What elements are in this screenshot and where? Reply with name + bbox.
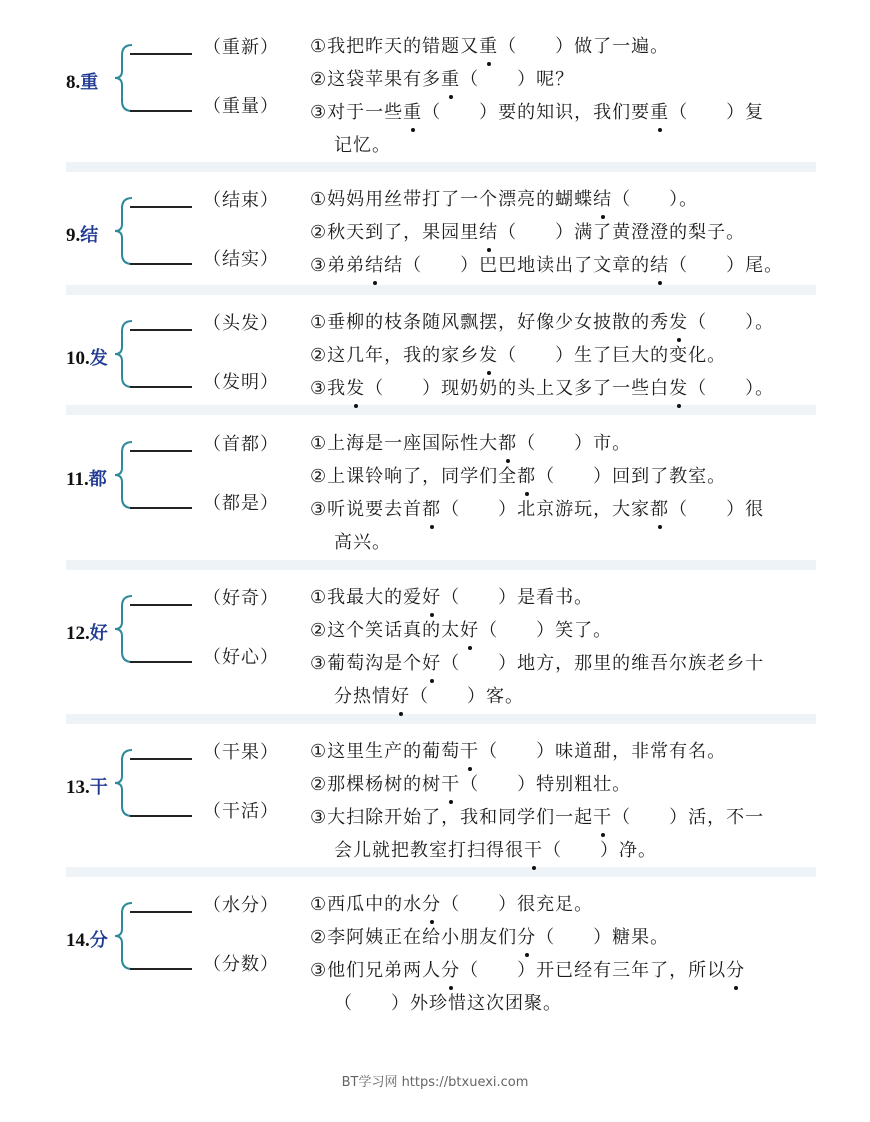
sentence-text: （ ）。 (612, 189, 699, 210)
section-divider (66, 162, 816, 172)
dotted-character: 好 (422, 587, 442, 608)
sentence-text: ①垂柳的枝条随风飘摆，好像少女披散的秀 (310, 312, 670, 333)
word-label: （好奇） (203, 588, 279, 609)
sentence-text: ①上海是一座国际性大 (310, 433, 499, 454)
sentence-text: ③葡萄沟是个 (310, 653, 423, 674)
sentence-text: （ ）净。 (543, 840, 657, 861)
question-number (66, 926, 108, 952)
sentence-text: （ ）是看书。 (441, 587, 594, 608)
question-number (66, 773, 108, 799)
dotted-character: 重 (479, 36, 499, 57)
sentence-text: （ ）。 (688, 378, 775, 399)
answer-blank[interactable] (130, 661, 192, 663)
sentence-text: ①西瓜中的水 (310, 894, 423, 915)
target-character: 发 (89, 348, 108, 369)
dotted-character: 都 (422, 499, 442, 520)
dotted-character: 分 (517, 927, 537, 948)
dotted-character: 结 (365, 255, 385, 276)
sentence-line (310, 926, 669, 950)
sentence-text: ③弟弟 (310, 255, 366, 276)
sentence-text: ①我最大的爱 (310, 587, 423, 608)
dotted-character: 发 (669, 312, 689, 333)
sentence-line (310, 740, 726, 764)
question-index: 13. (66, 777, 90, 798)
answer-blank[interactable] (130, 450, 192, 452)
section-divider (66, 405, 816, 415)
target-character: 结 (80, 225, 99, 246)
answer-blank[interactable] (130, 386, 192, 388)
target-character: 都 (88, 469, 107, 490)
sentence-text: ②这几年，我的家乡 (310, 345, 480, 366)
dotted-character: 结 (479, 222, 499, 243)
word-label: （都是） (203, 493, 279, 514)
sentence-continuation (334, 992, 562, 1016)
sentence-line (310, 586, 593, 610)
answer-blank[interactable] (130, 911, 192, 913)
dotted-character: 结 (593, 189, 613, 210)
sentence-text: （ ）地方，那里的维吾尔族老乡十 (441, 653, 765, 674)
sentence-text: （ ）很 (669, 499, 765, 520)
word-label: （水分） (203, 895, 279, 916)
word-label: （好心） (203, 647, 279, 668)
sentence-text: 高兴。 (334, 532, 391, 553)
sentence-text: （ ）活，不一 (612, 807, 765, 828)
word-label: （干果） (203, 742, 279, 763)
sentence-text: ①这里生产的葡萄 (310, 741, 461, 762)
sentence-continuation (334, 531, 391, 555)
sentence-continuation (334, 685, 524, 709)
word-label: （结实） (203, 249, 279, 270)
dotted-character: 干 (593, 807, 613, 828)
sentence-line (310, 773, 631, 797)
question-index: 14. (66, 930, 90, 951)
sentence-text: （ ）回到了教室。 (536, 466, 727, 487)
sentence-line (310, 652, 764, 676)
sentence-text: （ ）很充足。 (441, 894, 594, 915)
sentence-text: （ ）。 (688, 312, 775, 333)
dotted-character: 好 (422, 653, 442, 674)
question-number (66, 465, 107, 491)
question-number (66, 68, 98, 94)
dotted-character: 分 (422, 894, 442, 915)
sentence-line (310, 254, 783, 278)
answer-blank[interactable] (130, 758, 192, 760)
sentence-text: ③他们兄弟两人 (310, 960, 442, 981)
answer-blank[interactable] (130, 110, 192, 112)
sentence-text: （ ）特别粗壮。 (460, 774, 632, 795)
sentence-text: （ ）满了黄澄澄的梨子。 (498, 222, 746, 243)
word-label: （结束） (203, 190, 279, 211)
word-label: （首都） (203, 434, 279, 455)
section-divider (66, 714, 816, 724)
answer-blank[interactable] (130, 329, 192, 331)
dotted-character: 干 (441, 774, 461, 795)
sentence-text: ②秋天到了，果园里 (310, 222, 480, 243)
sentence-text: （ ）客。 (410, 686, 524, 707)
dotted-character: 都 (498, 433, 518, 454)
sentence-text: ②那棵杨树的树 (310, 774, 442, 795)
target-character: 干 (89, 777, 108, 798)
sentence-text: （ ）味道甜，非常有名。 (479, 741, 727, 762)
dotted-character: 重 (650, 102, 670, 123)
dotted-character: 重 (403, 102, 423, 123)
answer-blank[interactable] (130, 968, 192, 970)
word-label: （干活） (203, 801, 279, 822)
sentence-line (310, 35, 669, 59)
word-label: （头发） (203, 313, 279, 334)
dotted-character: 发 (669, 378, 689, 399)
sentence-line (310, 465, 726, 489)
sentence-line (310, 498, 764, 522)
dotted-character: 发 (479, 345, 499, 366)
question-number (66, 619, 108, 645)
sentence-text: ③我 (310, 378, 347, 399)
sentence-line (310, 311, 774, 335)
sentence-text: 分热情 (334, 686, 391, 707)
sentence-text: （ ）市。 (517, 433, 632, 454)
word-label: （分数） (203, 954, 279, 975)
sentence-text: （ ）糖果。 (536, 927, 670, 948)
dotted-character: 发 (346, 378, 366, 399)
sentence-text: （ ）尾。 (669, 255, 784, 276)
answer-blank[interactable] (130, 53, 192, 55)
sentence-continuation (334, 839, 657, 863)
sentence-line (310, 344, 726, 368)
answer-blank[interactable] (130, 604, 192, 606)
dotted-character: 分 (441, 960, 461, 981)
dotted-character: 好 (460, 620, 480, 641)
word-label: （重新） (203, 37, 279, 58)
sentence-text: （ ）现奶奶的头上又多了一些白 (365, 378, 670, 399)
sentence-line (310, 893, 593, 917)
answer-blank[interactable] (130, 206, 192, 208)
sentence-line (310, 432, 631, 456)
answer-blank[interactable] (130, 507, 192, 509)
sentence-line (310, 959, 745, 983)
sentence-line (310, 188, 698, 212)
question-index: 10. (66, 348, 90, 369)
sentence-text: （ ）开已经有三年了，所以 (460, 960, 727, 981)
target-character: 分 (89, 930, 108, 951)
dotted-character: 干 (524, 840, 543, 861)
answer-blank[interactable] (130, 815, 192, 817)
sentence-line (310, 619, 612, 643)
section-divider (66, 867, 816, 877)
answer-blank[interactable] (130, 263, 192, 265)
dotted-character: 结 (650, 255, 670, 276)
sentence-continuation (334, 134, 391, 158)
question-index: 9. (66, 225, 81, 246)
sentence-text: （ ）生了巨大的变化。 (498, 345, 727, 366)
sentence-text: 记忆。 (334, 135, 391, 156)
sentence-line (310, 377, 774, 401)
sentence-text: ①我把昨天的错题又 (310, 36, 480, 57)
sentence-text: （ ）做了一遍。 (498, 36, 670, 57)
dotted-character: 都 (517, 466, 537, 487)
sentence-text: ②李阿姨正在给小朋友们 (310, 927, 518, 948)
sentence-text: （ ）复 (669, 102, 765, 123)
section-divider (66, 285, 816, 295)
sentence-text: ③对于一些 (310, 102, 404, 123)
section-divider (66, 560, 816, 570)
target-character: 重 (80, 72, 99, 93)
sentence-line (310, 221, 745, 245)
question-index: 12. (66, 623, 90, 644)
sentence-line (310, 806, 764, 830)
footer-watermark: BT学习网 https://btxuexi.com (341, 1075, 529, 1090)
sentence-text: ③听说要去首 (310, 499, 423, 520)
sentence-text: 会儿就把教室打扫得很 (334, 840, 524, 861)
dotted-character: 好 (391, 686, 410, 707)
sentence-text: 结（ ）巴巴地读出了文章的 (384, 255, 651, 276)
question-index: 11. (66, 469, 89, 490)
target-character: 好 (89, 623, 108, 644)
dotted-character: 分 (726, 960, 746, 981)
dotted-character: 干 (460, 741, 480, 762)
word-label: （发明） (203, 372, 279, 393)
sentence-text: ①妈妈用丝带打了一个漂亮的蝴蝶 (310, 189, 594, 210)
word-label: （重量） (203, 96, 279, 117)
sentence-text: ③大扫除开始了，我和同学们一起 (310, 807, 594, 828)
sentence-text: ②这个笑话真的太 (310, 620, 461, 641)
sentence-text: （ ）呢？ (460, 69, 575, 90)
sentence-text: （ ）笑了。 (479, 620, 613, 641)
sentence-text: （ ）外珍惜这次团聚。 (334, 993, 562, 1014)
sentence-text: ②这袋苹果有多 (310, 69, 442, 90)
dotted-character: 都 (650, 499, 670, 520)
dotted-character: 重 (441, 69, 461, 90)
sentence-text: （ ）北京游玩，大家 (441, 499, 651, 520)
question-index: 8. (66, 72, 81, 93)
question-number (66, 344, 108, 370)
sentence-text: ②上课铃响了，同学们全 (310, 466, 518, 487)
sentence-line (310, 101, 764, 125)
sentence-line (310, 68, 574, 92)
sentence-text: （ ）要的知识，我们要 (422, 102, 651, 123)
question-number (66, 221, 98, 247)
